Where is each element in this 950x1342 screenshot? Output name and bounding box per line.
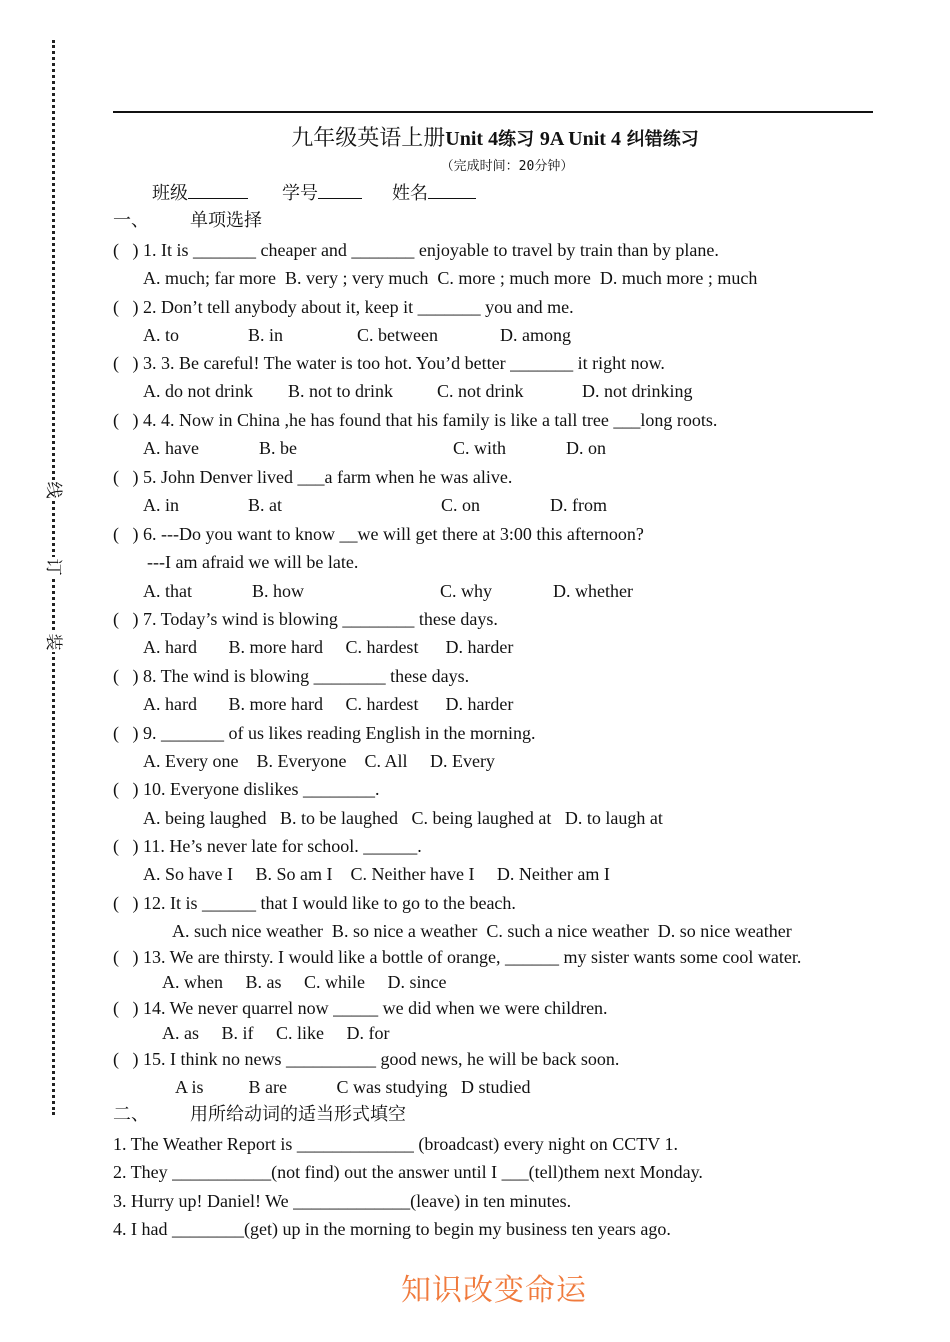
question-13-options: A. when B. as C. while D. since xyxy=(162,972,447,992)
q3-option-a: A. do not drink xyxy=(143,381,253,401)
fill-item-2: 2. They ___________(not find) out the answer until I ___(tell)them next Monday. xyxy=(113,1162,703,1182)
q6-option-c: C. why xyxy=(440,581,493,601)
q3-option-d: D. not drinking xyxy=(582,381,693,401)
q6-option-d: D. whether xyxy=(553,581,633,601)
header-rule xyxy=(113,111,873,113)
binding-char-bind: 装 xyxy=(43,633,63,651)
fill-item-1: 1. The Weather Report is _____________ (broadcast) every night on CCTV 1. xyxy=(113,1134,678,1154)
question-14-options: A. as B. if C. like D. for xyxy=(162,1023,390,1043)
question-13: ( ) 13. We are thirsty. I would like a bottle of orange, ______ my sister wants some cool water. xyxy=(113,947,802,967)
page-title xyxy=(0,121,950,152)
question-9-options: A. Every one B. Everyone C. All D. Every xyxy=(143,751,495,771)
question-12: ( ) 12. It is ______ that I would like to go to the beach. xyxy=(113,893,516,913)
footer-slogan: 知识改变命运 xyxy=(401,1273,587,1308)
name-label: 姓名 xyxy=(392,183,428,204)
question-8-options: A. hard B. more hard C. hardest D. harder xyxy=(143,694,514,714)
name-blank[interactable] xyxy=(428,182,476,199)
question-6-reply: ---I am afraid we will be late. xyxy=(147,552,359,572)
question-11-options: A. So have I B. So am I C. Neither have I D. Neither am I xyxy=(143,864,610,884)
number-blank[interactable] xyxy=(318,182,362,199)
q6-option-b: B. how xyxy=(252,581,305,601)
class-field xyxy=(152,182,248,205)
q3-option-b: B. not to drink xyxy=(288,381,394,401)
question-6: ( ) 6. ---Do you want to know __we will get there at 3:00 this afternoon? xyxy=(113,524,644,544)
q5-option-c: C. on xyxy=(441,495,481,515)
fill-item-3: 3. Hurry up! Daniel! We _____________(leave) in ten minutes. xyxy=(113,1191,572,1211)
question-7: ( ) 7. Today’s wind is blowing ________ these days. xyxy=(113,609,498,629)
title-practice: 练习 xyxy=(498,129,535,150)
q4-option-b: B. be xyxy=(259,438,297,458)
class-label: 班级 xyxy=(152,183,188,204)
fill-item-4: 4. I had ________(get) up in the morning to begin my business ten years ago. xyxy=(113,1219,671,1239)
q4-option-c: C. with xyxy=(453,438,507,458)
title-cn: 九年级英语上册 xyxy=(291,126,446,151)
question-1: ( ) 1. It is _______ cheaper and _______ enjoyable to travel by train than by plane. xyxy=(113,240,719,260)
q2-option-c: C. between xyxy=(357,325,438,345)
title-unit-code: 9A Unit 4 xyxy=(539,128,621,150)
question-15: ( ) 15. I think no news __________ good news, he will be back soon. xyxy=(113,1049,620,1069)
section1-number: 一、 xyxy=(113,210,149,231)
dotted-binding-line xyxy=(52,40,55,1115)
question-2: ( ) 2. Don’t tell anybody about it, keep it _______ you and me. xyxy=(113,297,574,317)
section2-number: 二、 xyxy=(113,1104,149,1125)
question-15-options: A is B are C was studying D studied xyxy=(175,1077,531,1097)
question-11: ( ) 11. He’s never late for school. ______. xyxy=(113,836,422,856)
question-3: ( ) 3. 3. Be careful! The water is too hot. You’d better _______ it right now. xyxy=(113,353,665,373)
q2-option-a: A. to xyxy=(143,325,179,345)
q6-option-a: A. that xyxy=(143,581,192,601)
question-9: ( ) 9. _______ of us likes reading English in the morning. xyxy=(113,723,536,743)
section1-title: 单项选择 xyxy=(190,210,262,231)
number-field xyxy=(282,182,362,205)
q3-option-c: C. not drink xyxy=(437,381,524,401)
question-4: ( ) 4. 4. Now in China ,he has found that his family is like a tall tree ___long roots. xyxy=(113,410,718,430)
binding-line xyxy=(44,40,64,1115)
q4-option-d: D. on xyxy=(566,438,606,458)
question-14: ( ) 14. We never quarrel now _____ we did when we were children. xyxy=(113,998,608,1018)
question-7-options: A. hard B. more hard C. hardest D. harder xyxy=(143,637,514,657)
question-5: ( ) 5. John Denver lived ___a farm when he was alive. xyxy=(113,467,513,487)
title-unit: Unit 4 xyxy=(445,128,499,150)
q5-option-a: A. in xyxy=(143,495,179,515)
q2-option-d: D. among xyxy=(500,325,571,345)
q4-option-a: A. have xyxy=(143,438,199,458)
binding-char-line: 线 xyxy=(43,481,63,499)
question-10: ( ) 10. Everyone dislikes ________. xyxy=(113,779,380,799)
question-12-options: A. such nice weather B. so nice a weather C. such a nice weather D. so nice weather xyxy=(172,921,792,941)
section2-title: 用所给动词的适当形式填空 xyxy=(190,1104,406,1125)
q5-option-b: B. at xyxy=(248,495,282,515)
number-label: 学号 xyxy=(282,183,318,204)
question-1-options: A. much; far more B. very ; very much C. more ; much more D. much more ; much xyxy=(143,268,758,288)
q5-option-d: D. from xyxy=(550,495,607,515)
page-subtitle: （完成时间：20分钟） xyxy=(440,159,574,174)
binding-char-order: 订 xyxy=(43,558,63,576)
question-8: ( ) 8. The wind is blowing ________ these days. xyxy=(113,666,470,686)
question-10-options: A. being laughed B. to be laughed C. being laughed at D. to laugh at xyxy=(143,808,663,828)
title-correction: 纠错练习 xyxy=(626,129,699,150)
class-blank[interactable] xyxy=(188,182,248,199)
name-field xyxy=(392,182,476,205)
q2-option-b: B. in xyxy=(248,325,284,345)
